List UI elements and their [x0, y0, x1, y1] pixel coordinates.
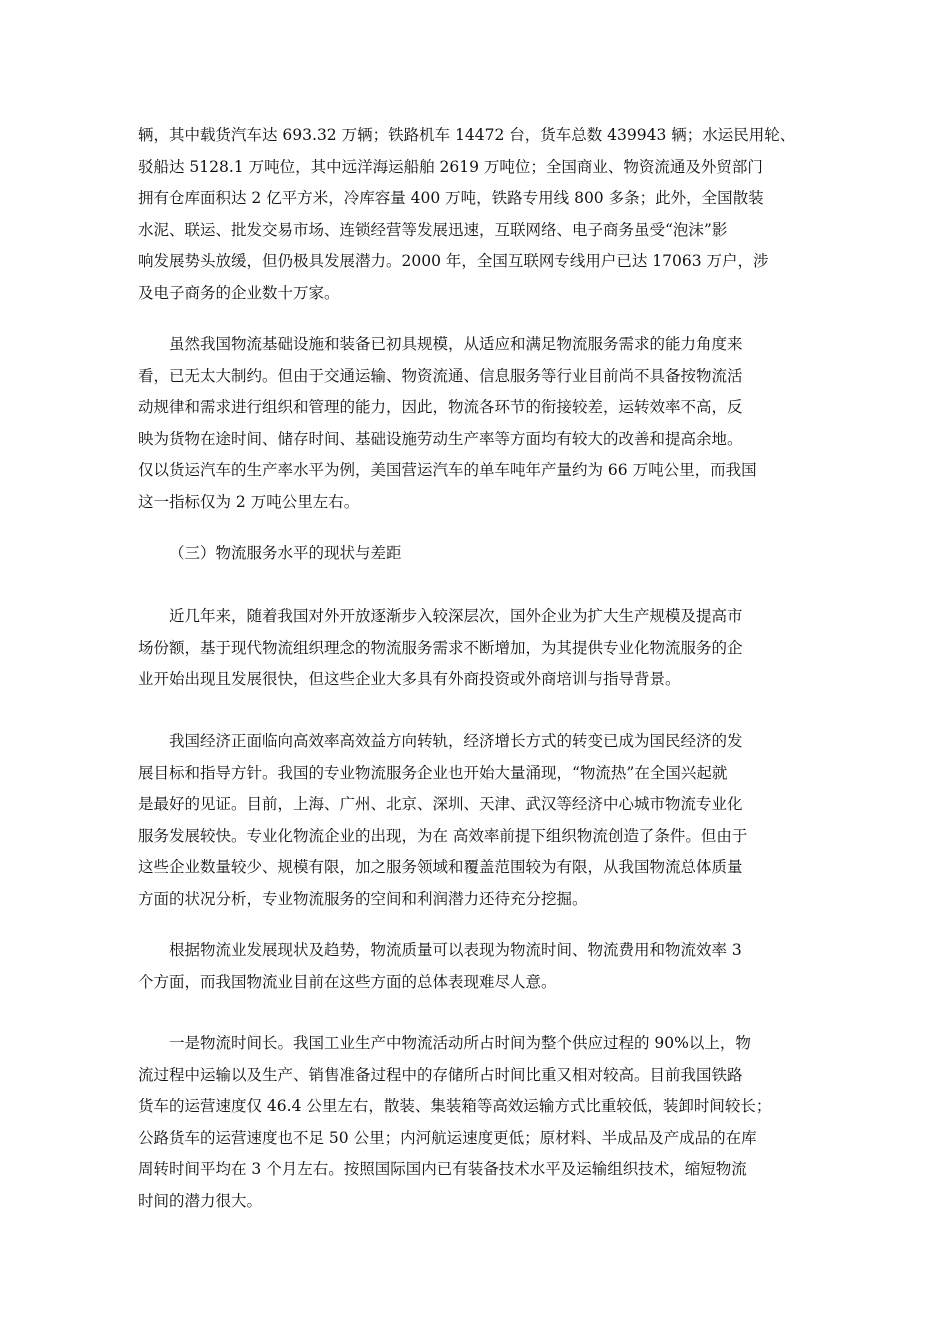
text-line: 驳船达 5128.1 万吨位，其中远洋海运船舶 2619 万吨位；全国商业、物资流通及外贸部门	[138, 157, 763, 176]
text-line: 方面的状况分析，专业物流服务的空间和利润潜力还待充分挖掘。	[138, 889, 588, 908]
paragraph-quality-dimensions	[138, 935, 810, 998]
text-line: 场份额，基于现代物流组织理念的物流服务需求不断增加，为其提供专业化物流服务的企	[138, 638, 743, 657]
text-line: 这一指标仅为 2 万吨公里左右。	[138, 492, 360, 511]
text-line: 响发展势头放缓，但仍极具发展潜力。2000 年，全国互联网专线用户已达 17063 万户，涉	[138, 252, 769, 270]
text-line: 流过程中运输以及生产、销售准备过程中的存储所占时间比重又相对较高。目前我国铁路	[138, 1065, 743, 1084]
paragraph-foreign-enterprises	[138, 601, 810, 696]
text-line: 辆，其中载货汽车达 693.32 万辆；铁路机车 14472 台，货车总数 439943 辆；水运民用轮、	[138, 126, 796, 144]
text-line: 展目标和指导方针。我国的专业物流服务企业也开始大量涌现，“物流热”在全国兴起就	[138, 763, 728, 782]
paragraph-logistics-time	[138, 1028, 810, 1217]
text-line: 货车的运营速度仅 46.4 公里左右，散装、集装箱等高效运输方式比重较低，装卸时间较长；	[138, 1097, 772, 1115]
text-line: 近几年来，随着我国对外开放逐渐步入较深层次，国外企业为扩大生产规模及提高市	[169, 607, 743, 625]
text-line: 我国经济正面临向高效率高效益方向转轨，经济增长方式的转变已成为国民经济的发	[169, 732, 743, 750]
text-line: 水泥、联运、批发交易市场、连锁经营等发展迅速，互联网络、电子商务虽受“泡沫”影	[138, 220, 728, 239]
text-line: 虽然我国物流基础设施和装备已初具规模，从适应和满足物流服务需求的能力角度来	[169, 335, 743, 353]
text-line: 看，已无太大制约。但由于交通运输、物资流通、信息服务等行业目前尚不具备按物流活	[138, 366, 743, 385]
text-line: 服务发展较快。专业化物流企业的出现，为在 高效率前提下组织物流创造了条件。但由于	[138, 826, 748, 845]
text-line: 一是物流时间长。我国工业生产中物流活动所占时间为整个供应过程的 90%以上，物	[169, 1034, 751, 1052]
text-line: 业开始出现且发展很快，但这些企业大多具有外商投资或外商培训与指导背景。	[138, 670, 681, 688]
text-line: 拥有仓库面积达 2 亿平方米，冷库容量 400 万吨，铁路专用线 800 多条；此外，全国散装	[138, 189, 764, 207]
section-heading	[138, 538, 810, 570]
text-line: 及电子商务的企业数十万家。	[138, 283, 340, 302]
text-line: 是最好的见证。目前，上海、广州、北京、深圳、天津、武汉等经济中心城市物流专业化	[138, 795, 743, 813]
text-line: 周转时间平均在 3 个月左右。按照国际国内已有装备技术水平及运输组织技术，缩短物流	[138, 1160, 747, 1178]
paragraph-domestic-logistics	[138, 726, 810, 915]
text-line: 根据物流业发展现状及趋势，物流质量可以表现为物流时间、物流费用和物流效率 3	[169, 941, 742, 959]
text-line: 个方面，而我国物流业目前在这些方面的总体表现难尽人意。	[138, 972, 557, 991]
text-line: 动规律和需求进行组织和管理的能力，因此，物流各环节的衔接较差，运转效率不高，反	[138, 398, 743, 416]
text-line: 映为货物在途时间、储存时间、基础设施劳动生产率等方面均有较大的改善和提高余地。	[138, 429, 743, 448]
text-line: 这些企业数量较少、规模有限，加之服务领域和覆盖范围较为有限，从我国物流总体质量	[138, 858, 743, 876]
paragraph-efficiency-gap	[138, 329, 810, 518]
text-line: 仅以货运汽车的生产率水平为例，美国营运汽车的单车吨年产量约为 66 万吨公里，而我国	[138, 461, 757, 479]
section-heading-text: （三）物流服务水平的现状与差距	[169, 544, 402, 562]
paragraph-infrastructure-stats	[138, 120, 810, 309]
text-line: 时间的潜力很大。	[138, 1191, 263, 1210]
text-line: 公路货车的运营速度也不足 50 公里；内河航运速度更低；原材料、半成品及产成品的在库	[138, 1128, 757, 1147]
